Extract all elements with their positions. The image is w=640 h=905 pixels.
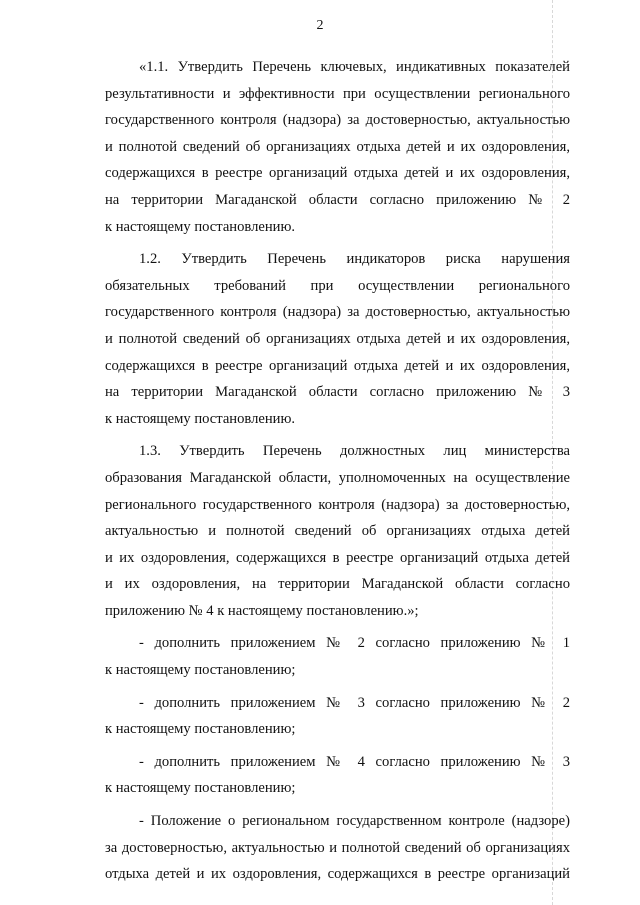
text-line: образования Магаданской области, уполномоченных на осуществление <box>105 469 570 486</box>
text-line: - Положение о региональном государственном контроле (надзоре) <box>139 813 570 830</box>
text-line: государственного контроля (надзора) за достоверностью, актуальностью <box>105 112 570 129</box>
amendment-item <box>105 690 570 743</box>
text-line: государственного контроля (надзора) за достоверностью, актуальностью <box>105 304 570 321</box>
amendment-item <box>105 749 570 802</box>
text-line: отдыха детей и их оздоровления, содержащихся в реестре организаций <box>105 866 570 883</box>
text-line: содержащихся в реестре организаций отдыха детей и их оздоровления, <box>105 357 570 374</box>
text-line: обязательных требований при осуществлении регионального <box>105 277 570 294</box>
text-line: приложению № 4 к настоящему постановлению.»; <box>105 602 419 619</box>
paragraph-1-2 <box>105 246 570 432</box>
text-line: за достоверностью, актуальностью и полнотой сведений об организациях <box>105 839 570 856</box>
text-line: содержащихся в реестре организаций отдыха детей и их оздоровления, <box>105 165 570 182</box>
text-line: 1.3. Утвердить Перечень должностных лиц министерства <box>139 443 570 460</box>
paragraph-1-3 <box>105 438 570 624</box>
text-line: к настоящему постановлению; <box>105 662 296 679</box>
paragraph-1-1 <box>105 54 570 240</box>
text-line: «1.1. Утвердить Перечень ключевых, индикативных показателей <box>139 59 570 75</box>
text-line: на территории Магаданской области согласно приложению № 3 <box>105 384 570 401</box>
text-line: результативности и эффективности при осуществлении регионального <box>105 85 570 102</box>
text-line: к настоящему постановлению. <box>105 410 296 427</box>
text-line: - дополнить приложением № 2 согласно приложению № 1 <box>139 635 570 652</box>
text-line: регионального государственного контроля (надзора) за достоверностью, <box>105 496 570 513</box>
text-line: к настоящему постановлению; <box>105 721 296 738</box>
amendment-item <box>105 808 570 888</box>
text-line: актуальностью и полнотой сведений об организациях отдыха детей <box>105 523 570 540</box>
amendment-item <box>105 630 570 683</box>
text-line: - дополнить приложением № 4 согласно приложению № 3 <box>139 753 570 770</box>
text-line: и полнотой сведений об организациях отдыха детей и их оздоровления, <box>105 138 570 155</box>
text-line: и их оздоровления, содержащихся в реестре организаций отдыха детей <box>105 549 570 566</box>
text-line: и полнотой сведений об организациях отдыха детей и их оздоровления, <box>105 330 570 347</box>
document-body <box>105 54 570 888</box>
text-line: 1.2. Утвердить Перечень индикаторов риска нарушения <box>139 251 570 268</box>
text-line: к настоящему постановлению. <box>105 218 296 235</box>
text-line: и их оздоровления, на территории Магаданской области согласно <box>105 576 570 593</box>
text-line: к настоящему постановлению; <box>105 780 296 797</box>
text-line: на территории Магаданской области согласно приложению № 2 <box>105 191 570 208</box>
page-number: 2 <box>316 18 324 33</box>
text-line: - дополнить приложением № 3 согласно приложению № 2 <box>139 694 570 711</box>
